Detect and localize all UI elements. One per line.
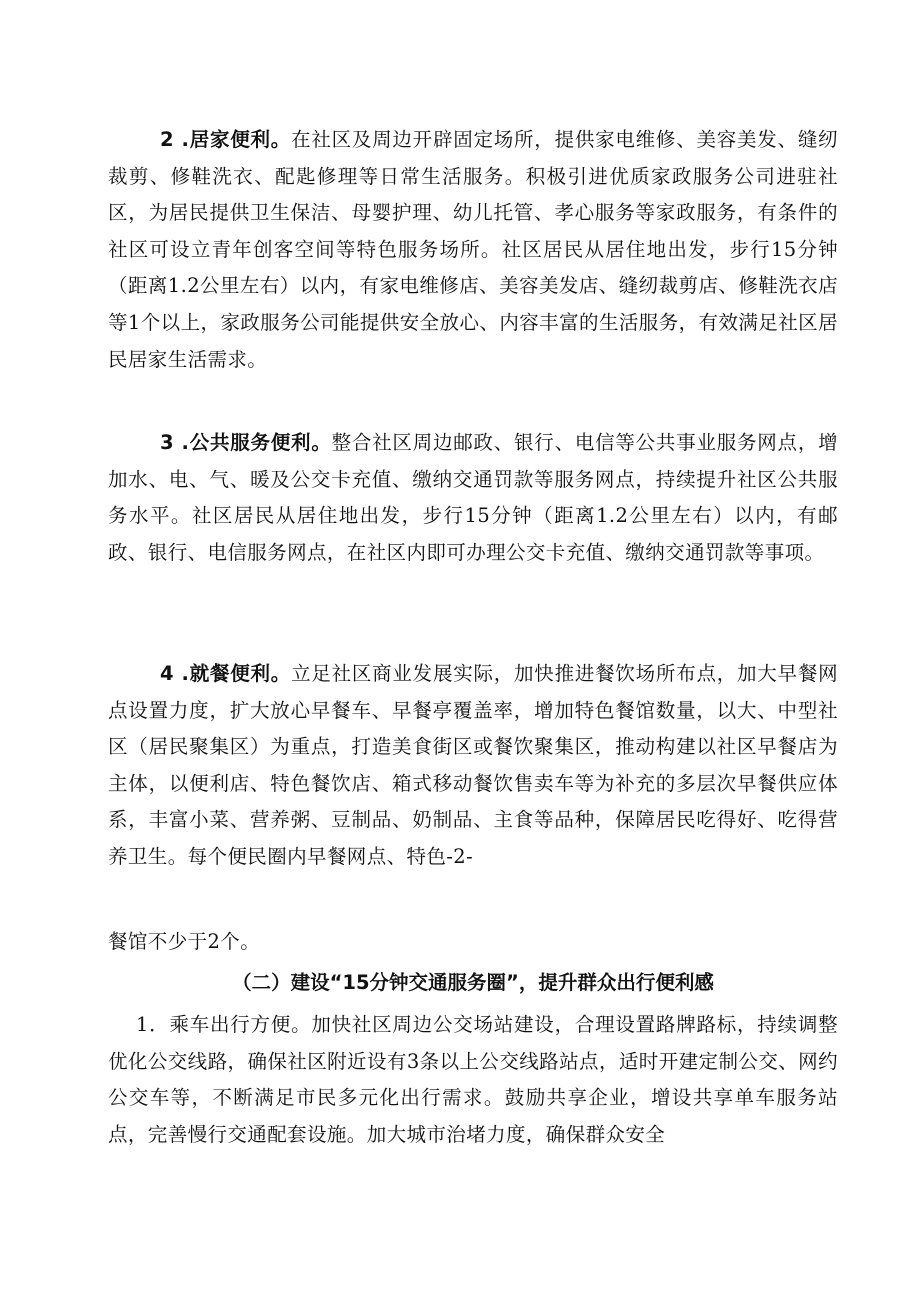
paragraph-transit: 1．乘车出行方便。加快社区周边公交场站建设，合理设置路牌路标，持续调整优化公交线路，确保社区附近设有3条以上公交线路站点，适时开建定制公交、网约公交车等，不断满足市民多元化出行需求。鼓励共享企业，增设共享单车服务站点，完善慢行交通配套设施。加大城市治堵力度，确保群众安全: [108, 1013, 838, 1146]
paragraph-body-dining: 立足社区商业发展实际，加快推进餐饮场所布点，加大早餐网点设置力度，扩大放心早餐车、早餐亭覆盖率，增加特色餐馆数量，以大、中型社区（居民聚集区）为重点，打造美食街区或餐饮聚集区，推动构建以社区早餐店为主体，以便利店、特色餐饮店、箱式移动餐饮售卖车等为补充的多层次早餐供应体系，丰富小菜、营养粥、豆制品、奶制品、主食等品种，保障居民吃得好、吃得营养卫生。每个便民圈内早餐网点、特色-2-: [108, 662, 838, 868]
paragraph-body-public: 整合社区周边邮政、银行、电信等公共事业服务网点，增加水、电、气、暖及公交卡充值、缴纳交通罚款等服务网点，持续提升社区公共服务水平。社区居民从居住地出发，步行15分钟（距离1.2公里左右）以内，有邮政、银行、电信服务网点，在社区内即可办理公交卡充值、缴纳交通罚款等事项。: [108, 431, 838, 564]
paragraph-public-service: [108, 425, 838, 571]
paragraph-lead-home: 2 .居家便利。: [160, 128, 292, 151]
paragraph-lead-dining: 4 .就餐便利。: [160, 662, 292, 685]
paragraph-dining-continued: 餐馆不少于2个。: [108, 930, 261, 953]
paragraph-body-home: 在社区及周边开辟固定场所，提供家电维修、美容美发、缝纫裁剪、修鞋洗衣、配匙修理等日常生活服务。积极引进优质家政服务公司进驻社区，为居民提供卫生保洁、母婴护理、幼儿托管、孝心服务等家政服务，有条件的社区可设立青年创客空间等特色服务场所。社区居民从居住地出发，步行15分钟（距离1.2公里左右）以内，有家电维修店、美容美发店、缝纫裁剪店、修鞋洗衣店等1个以上，家政服务公司能提供安全放心、内容丰富的生活服务，有效满足社区居民居家生活需求。: [108, 128, 838, 371]
section-heading-transport: （二）建设“15分钟交通服务圈”，提升群众出行便利感: [232, 971, 714, 994]
paragraph-home-convenience: [108, 122, 838, 378]
paragraph-dining: [108, 656, 838, 876]
paragraph-lead-public: 3 .公共服务便利。: [160, 431, 332, 454]
